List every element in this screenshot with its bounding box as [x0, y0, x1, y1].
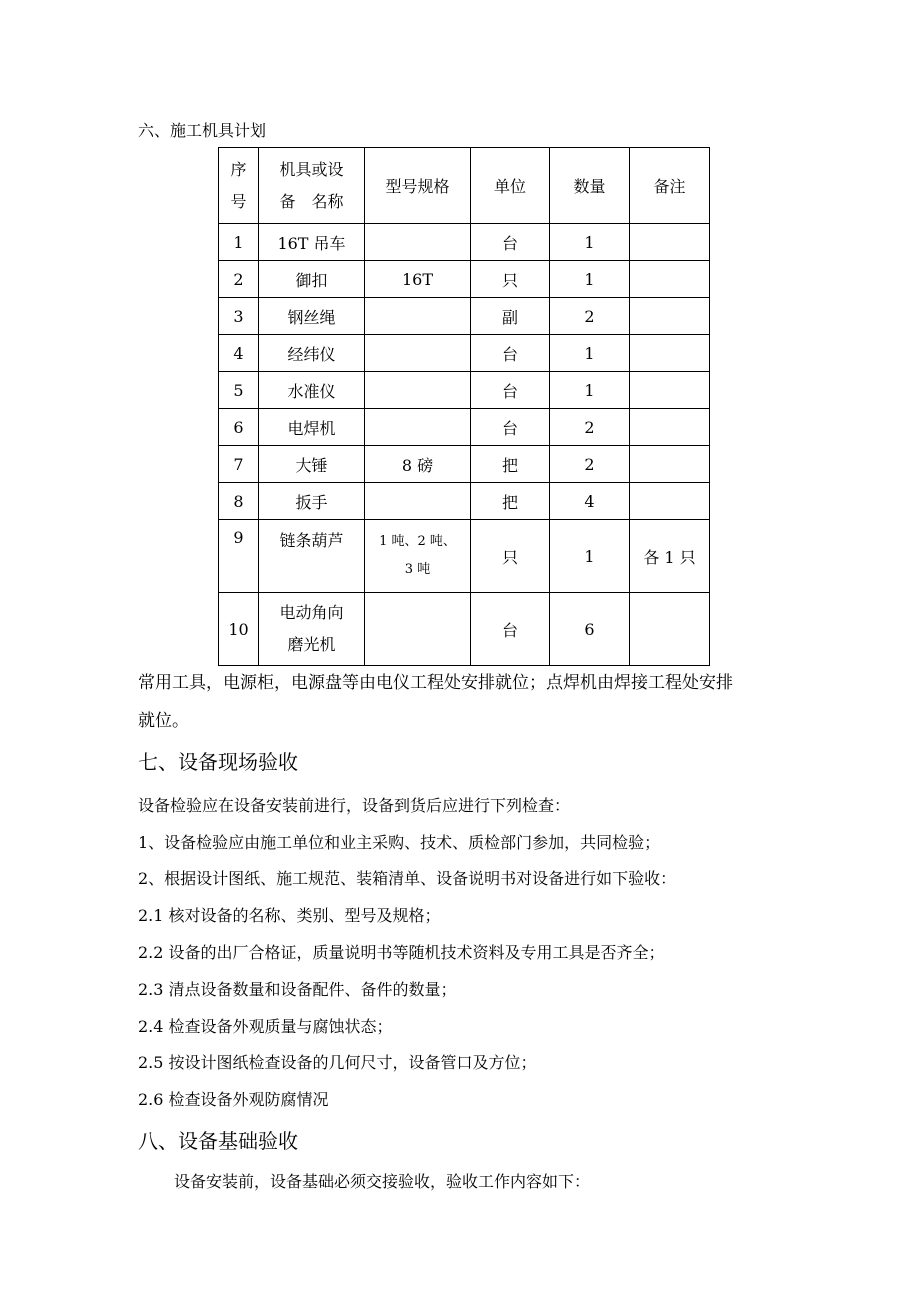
- cell-model: [365, 224, 471, 261]
- cell-seq: 9: [219, 520, 259, 593]
- cell-name: 扳手: [259, 483, 365, 520]
- cell-note: [630, 335, 710, 372]
- section8-heading: 八、设备基础验收: [138, 1129, 298, 1153]
- table-row: [219, 409, 710, 446]
- cell-seq: 5: [219, 372, 259, 409]
- cell-seq: 8: [219, 483, 259, 520]
- cell-unit: 台: [471, 224, 550, 261]
- section7-line: 2.6 检查设备外观防腐情况: [138, 1090, 329, 1109]
- cell-qty: 1: [550, 372, 630, 409]
- section7-line: 2、根据设计图纸、施工规范、装箱清单、设备说明书对设备进行如下验收：: [138, 869, 677, 888]
- header-unit: 单位: [471, 148, 550, 224]
- section7-line: 设备检验应在设备安装前进行，设备到货后应进行下列检查：: [138, 796, 571, 815]
- section7-line: 2.3 清点设备数量和设备配件、备件的数量；: [138, 980, 457, 999]
- cell-seq: 1: [219, 224, 259, 261]
- cell-model: 8 磅: [365, 446, 471, 483]
- header-note: 备注: [630, 148, 710, 224]
- cell-qty: 1: [550, 224, 630, 261]
- cell-name: 链条葫芦: [259, 520, 365, 593]
- cell-seq: 2: [219, 261, 259, 298]
- table-row: [219, 261, 710, 298]
- cell-unit: 副: [471, 298, 550, 335]
- cell-note: [630, 446, 710, 483]
- table-row: [219, 446, 710, 483]
- table-row: [219, 520, 710, 593]
- cell-qty: 6: [550, 593, 630, 666]
- table-row: [219, 372, 710, 409]
- equipment-table: [218, 147, 710, 666]
- cell-qty: 2: [550, 409, 630, 446]
- cell-unit: 台: [471, 593, 550, 666]
- table-footnote-line1: 常用工具，电源柜，电源盘等由电仪工程处安排就位；点焊机由焊接工程处安排: [138, 673, 733, 693]
- cell-model: [365, 409, 471, 446]
- cell-unit: 台: [471, 372, 550, 409]
- cell-note: [630, 298, 710, 335]
- cell-model: [365, 483, 471, 520]
- cell-seq: 7: [219, 446, 259, 483]
- cell-name: 钢丝绳: [259, 298, 365, 335]
- section7-line: 2.5 按设计图纸检查设备的几何尺寸，设备管口及方位；: [138, 1053, 537, 1072]
- cell-name: 水准仪: [259, 372, 365, 409]
- cell-name: 御扣: [259, 261, 365, 298]
- header-name: 机具或设 备 名称: [259, 148, 365, 224]
- cell-note: 各 1 只: [630, 520, 710, 593]
- cell-model: 1 吨、2 吨、 3 吨: [365, 520, 471, 593]
- cell-qty: 1: [550, 520, 630, 593]
- cell-unit: 台: [471, 335, 550, 372]
- header-qty: 数量: [550, 148, 630, 224]
- table-row: [219, 335, 710, 372]
- section6-heading: 六、施工机具计划: [138, 121, 267, 140]
- section7-line: 2.2 设备的出厂合格证，质量说明书等随机技术资料及专用工具是否齐全；: [138, 943, 665, 962]
- cell-unit: 把: [471, 446, 550, 483]
- cell-note: [630, 593, 710, 666]
- header-model: 型号规格: [365, 148, 471, 224]
- table-row: [219, 593, 710, 666]
- cell-unit: 台: [471, 409, 550, 446]
- table-footnote-line2: 就位。: [138, 711, 189, 731]
- section7-line: 1、设备检验应由施工单位和业主采购、技术、质检部门参加，共同检验；: [138, 833, 661, 852]
- cell-note: [630, 409, 710, 446]
- cell-model: 16T: [365, 261, 471, 298]
- cell-qty: 2: [550, 298, 630, 335]
- cell-qty: 2: [550, 446, 630, 483]
- cell-unit: 只: [471, 520, 550, 593]
- cell-note: [630, 224, 710, 261]
- cell-model: [365, 372, 471, 409]
- cell-model: [365, 298, 471, 335]
- cell-note: [630, 372, 710, 409]
- table-row: [219, 298, 710, 335]
- cell-name: 大锤: [259, 446, 365, 483]
- section7-line: 2.1 核对设备的名称、类别、型号及规格；: [138, 906, 441, 925]
- section7-heading: 七、设备现场验收: [138, 750, 298, 774]
- cell-name: 经纬仪: [259, 335, 365, 372]
- section8-intro: 设备安装前，设备基础必须交接验收，验收工作内容如下：: [174, 1172, 591, 1191]
- cell-seq: 4: [219, 335, 259, 372]
- cell-note: [630, 261, 710, 298]
- cell-unit: 把: [471, 483, 550, 520]
- cell-name: 电焊机: [259, 409, 365, 446]
- table-row: [219, 224, 710, 261]
- cell-seq: 6: [219, 409, 259, 446]
- cell-name: 16T 吊车: [259, 224, 365, 261]
- cell-seq: 10: [219, 593, 259, 666]
- cell-qty: 1: [550, 261, 630, 298]
- cell-model: [365, 593, 471, 666]
- cell-unit: 只: [471, 261, 550, 298]
- header-seq: 序 号: [219, 148, 259, 224]
- table-header-row: [219, 148, 710, 224]
- cell-seq: 3: [219, 298, 259, 335]
- cell-qty: 1: [550, 335, 630, 372]
- section7-line: 2.4 检查设备外观质量与腐蚀状态；: [138, 1017, 393, 1036]
- cell-name: 电动角向 磨光机: [259, 593, 365, 666]
- cell-model: [365, 335, 471, 372]
- table-row: [219, 483, 710, 520]
- cell-note: [630, 483, 710, 520]
- cell-qty: 4: [550, 483, 630, 520]
